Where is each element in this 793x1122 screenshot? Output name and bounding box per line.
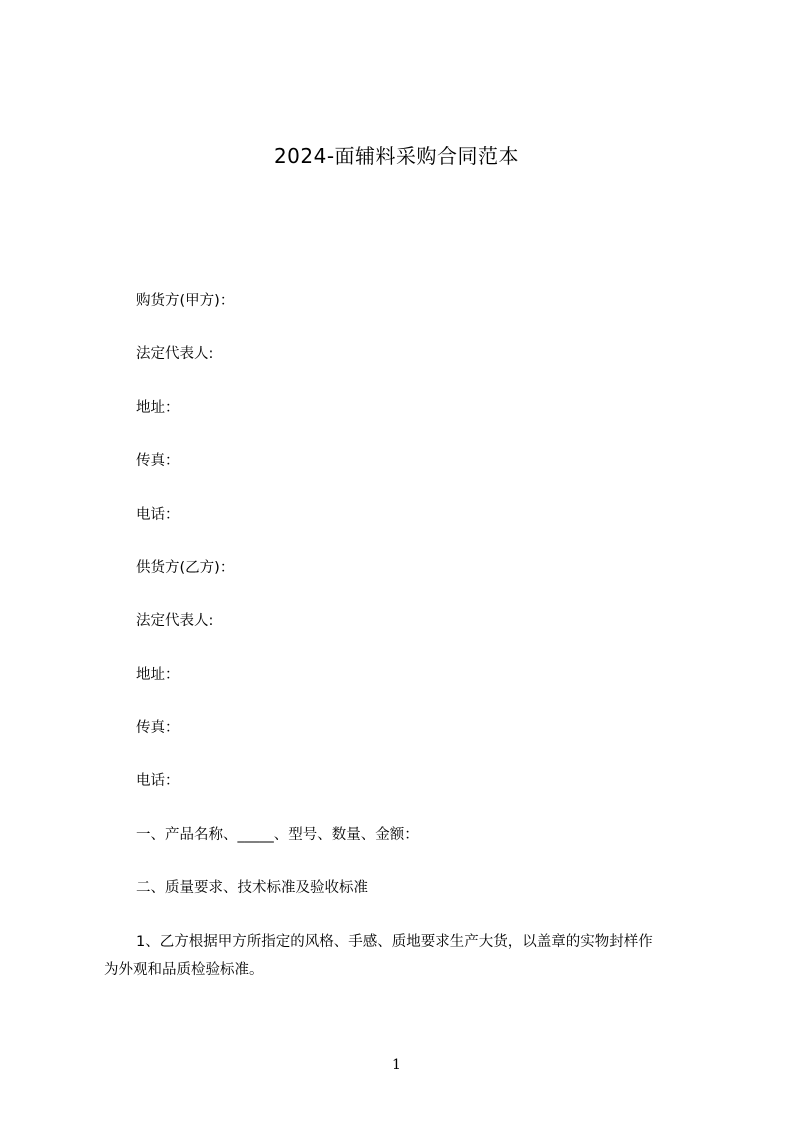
supplier-heading: 供货方(乙方)： <box>136 560 235 576</box>
document-title: 2024-面辅料采购合同范本 <box>273 144 520 168</box>
buyer-phone: 电话： <box>136 507 180 523</box>
buyer-heading: 购货方(甲方)： <box>136 293 235 309</box>
supplier-legal-rep: 法定代表人: <box>136 613 214 629</box>
clause-1-paragraph <box>104 928 716 984</box>
buyer-address: 地址： <box>136 400 180 416</box>
section-1-heading: 一、产品名称、_____、型号、数量、金额： <box>136 827 419 843</box>
buyer-fax: 传真： <box>136 453 180 469</box>
clause-1-line-1: 1、乙方根据甲方所指定的风格、手感、质地要求生产大货，以盖章的实物封样作 <box>136 934 653 950</box>
buyer-legal-rep: 法定代表人: <box>136 346 214 362</box>
section-2-heading: 二、质量要求、技术标准及验收标准 <box>136 880 368 896</box>
clause-1-line-2: 为外观和品质检验标准。 <box>104 962 264 978</box>
supplier-phone: 电话： <box>136 773 180 789</box>
supplier-fax: 传真： <box>136 720 180 736</box>
supplier-address: 地址： <box>136 667 180 683</box>
page-number: 1 <box>392 1057 401 1073</box>
